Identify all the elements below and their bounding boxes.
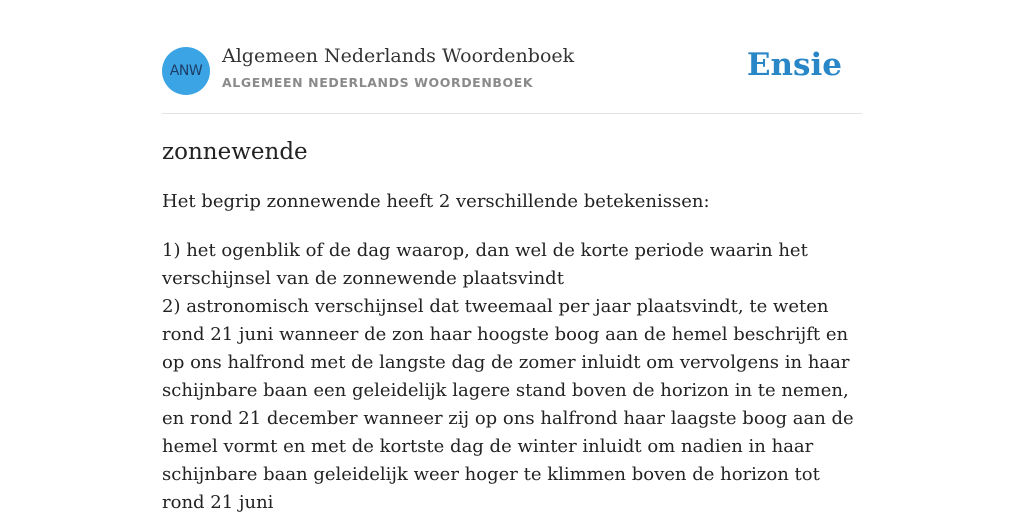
entry-word: zonnewende	[162, 139, 308, 165]
anw-logo-text: ANW	[169, 63, 203, 79]
meaning-2: 2) astronomisch verschijnsel dat tweemaal per jaar plaatsvindt, te weten rond 21 juni wanneer de zon haar hoogste boog aan de hemel beschrijft en op ons halfrond met de langste dag de zomer inluidt om vervolgens in haar schijnbare baan een geleidelijk lagere stand boven de horizon in te nemen, en rond 21 december wanneer zij op ons halfrond haar laagste boog aan de hemel vormt en met de kortste dag de winter inluidt om nadien in haar schijnbare baan geleidelijk weer hoger te klimmen boven de horizon tot rond 21 juni	[162, 296, 854, 513]
page-container	[162, 0, 862, 513]
dictionary-subtitle: ALGEMEEN NEDERLANDS WOORDENBOEK	[222, 75, 534, 90]
dictionary-title[interactable]: Algemeen Nederlands Woordenboek	[222, 45, 575, 67]
ensie-logo-link[interactable]: Ensie	[746, 47, 842, 83]
meaning-1: 1) het ogenblik of de dag waarop, dan wel de korte periode waarin het verschijnsel van de zonnewende plaatsvindt	[162, 240, 808, 289]
meanings-list	[162, 237, 862, 517]
anw-logo[interactable]	[162, 47, 210, 95]
entry-intro: Het begrip zonnewende heeft 2 verschillende betekenissen:	[162, 191, 710, 212]
header	[162, 0, 862, 114]
